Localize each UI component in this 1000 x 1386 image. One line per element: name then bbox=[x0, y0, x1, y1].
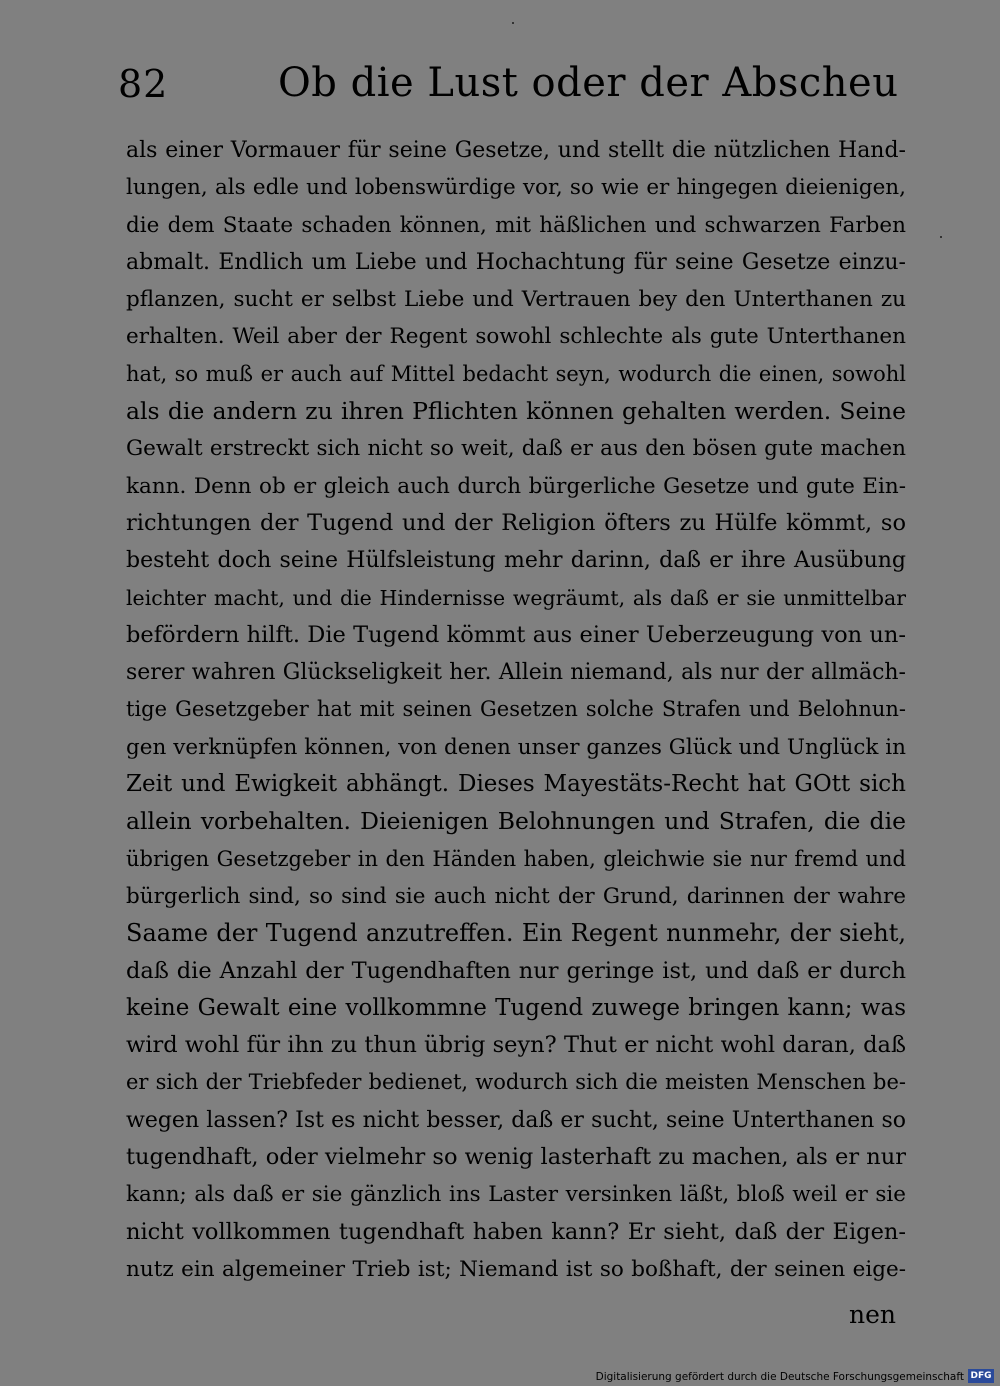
digitization-credit: Digitalisierung gefördert durch die Deutsche Forschungsgemeinschaft bbox=[595, 1371, 964, 1383]
text-line: tugendhaft, oder vielmehr so wenig lasterhaft zu machen, als er nur bbox=[126, 1144, 906, 1171]
page-header bbox=[118, 58, 898, 120]
running-title: Ob die Lust oder der Abscheu bbox=[278, 60, 899, 106]
text-line: Gewalt erstreckt sich nicht so weit, daß er aus den bösen gute machen bbox=[126, 436, 906, 462]
dfg-logo: DFG bbox=[968, 1369, 994, 1383]
footer bbox=[0, 1364, 1000, 1386]
text-line: daß die Anzahl der Tugendhaften nur geringe ist, und daß er durch bbox=[126, 957, 906, 984]
text-line: als einer Vormauer für seine Gesetze, und stellt die nützlichen Hand- bbox=[126, 138, 906, 163]
text-line: gen verknüpfen können, von denen unser ganzes Glück und Unglück in bbox=[126, 734, 906, 760]
text-line: als die andern zu ihren Pflichten können gehalten werden. Seine bbox=[126, 397, 906, 426]
text-line: Zeit und Ewigkeit abhängt. Dieses Mayestäts-Recht hat GOtt sich bbox=[126, 771, 906, 798]
scan-speck bbox=[940, 236, 942, 238]
text-line: nicht vollkommen tugendhaft haben kann? Er sieht, daß der Eigen- bbox=[126, 1218, 906, 1245]
text-line: nutz ein algemeiner Trieb ist; Niemand ist so boßhaft, der seinen eige- bbox=[126, 1256, 906, 1282]
text-line: bürgerlich sind, so sind sie auch nicht der Grund, darinnen der wahre bbox=[126, 883, 906, 909]
text-line: pflanzen, sucht er selbst Liebe und Vertrauen bey den Unterthanen zu bbox=[126, 287, 906, 313]
text-line: allein vorbehalten. Dieienigen Belohnungen und Strafen, die die bbox=[126, 807, 906, 836]
text-line: die dem Staate schaden können, mit häßlichen und schwarzen Farben bbox=[126, 212, 906, 238]
scan-speck bbox=[512, 22, 514, 24]
text-line: Saame der Tugend anzutreffen. Ein Regent nunmehr, der sieht, bbox=[126, 919, 906, 948]
page-number: 82 bbox=[118, 62, 169, 106]
text-line: befördern hilft. Die Tugend kömmt aus einer Ueberzeugung von un- bbox=[126, 621, 906, 648]
text-line: er sich der Triebfeder bedienet, wodurch sich die meisten Menschen be- bbox=[126, 1070, 906, 1095]
text-line: wird wohl für ihn zu thun übrig seyn? Thut er nicht wohl daran, daß bbox=[126, 1032, 906, 1059]
text-line: richtungen der Tugend und der Religion öfters zu Hülfe kömmt, so bbox=[126, 509, 906, 536]
text-line: leichter macht, und die Hindernisse wegräumt, als daß er sie unmittelbar bbox=[126, 585, 906, 610]
text-line: kann. Denn ob er gleich auch durch bürgerliche Gesetze und gute Ein- bbox=[126, 473, 906, 499]
text-line: lungen, als edle und lobenswürdige vor, so wie er hingegen dieienigen, bbox=[126, 175, 906, 201]
text-line: kann; als daß er sie gänzlich ins Laster versinken läßt, bloß weil er sie bbox=[126, 1182, 906, 1208]
text-line: serer wahren Glückseligkeit her. Allein niemand, als nur der allmäch- bbox=[126, 660, 906, 686]
body-text bbox=[126, 132, 906, 1288]
text-line: übrigen Gesetzgeber in den Händen haben, gleichwie sie nur fremd und bbox=[126, 846, 906, 871]
text-line: erhalten. Weil aber der Regent sowohl schlechte als gute Unterthanen bbox=[126, 324, 906, 350]
text-line: besteht doch seine Hülfsleistung mehr darinn, daß er ihre Ausübung bbox=[126, 548, 906, 574]
text-line: hat, so muß er auch auf Mittel bedacht seyn, wodurch die einen, sowohl bbox=[126, 361, 906, 386]
text-line: wegen lassen? Ist es nicht besser, daß er sucht, seine Unterthanen so bbox=[126, 1107, 906, 1133]
text-line: keine Gewalt eine vollkommne Tugend zuwege bringen kann; was bbox=[126, 994, 906, 1021]
text-line: abmalt. Endlich um Liebe und Hochachtung für seine Gesetze einzu- bbox=[126, 249, 906, 275]
text-line: tige Gesetzgeber hat mit seinen Gesetzen solche Strafen und Belohnun- bbox=[126, 697, 906, 722]
catchword: nen bbox=[849, 1300, 896, 1329]
